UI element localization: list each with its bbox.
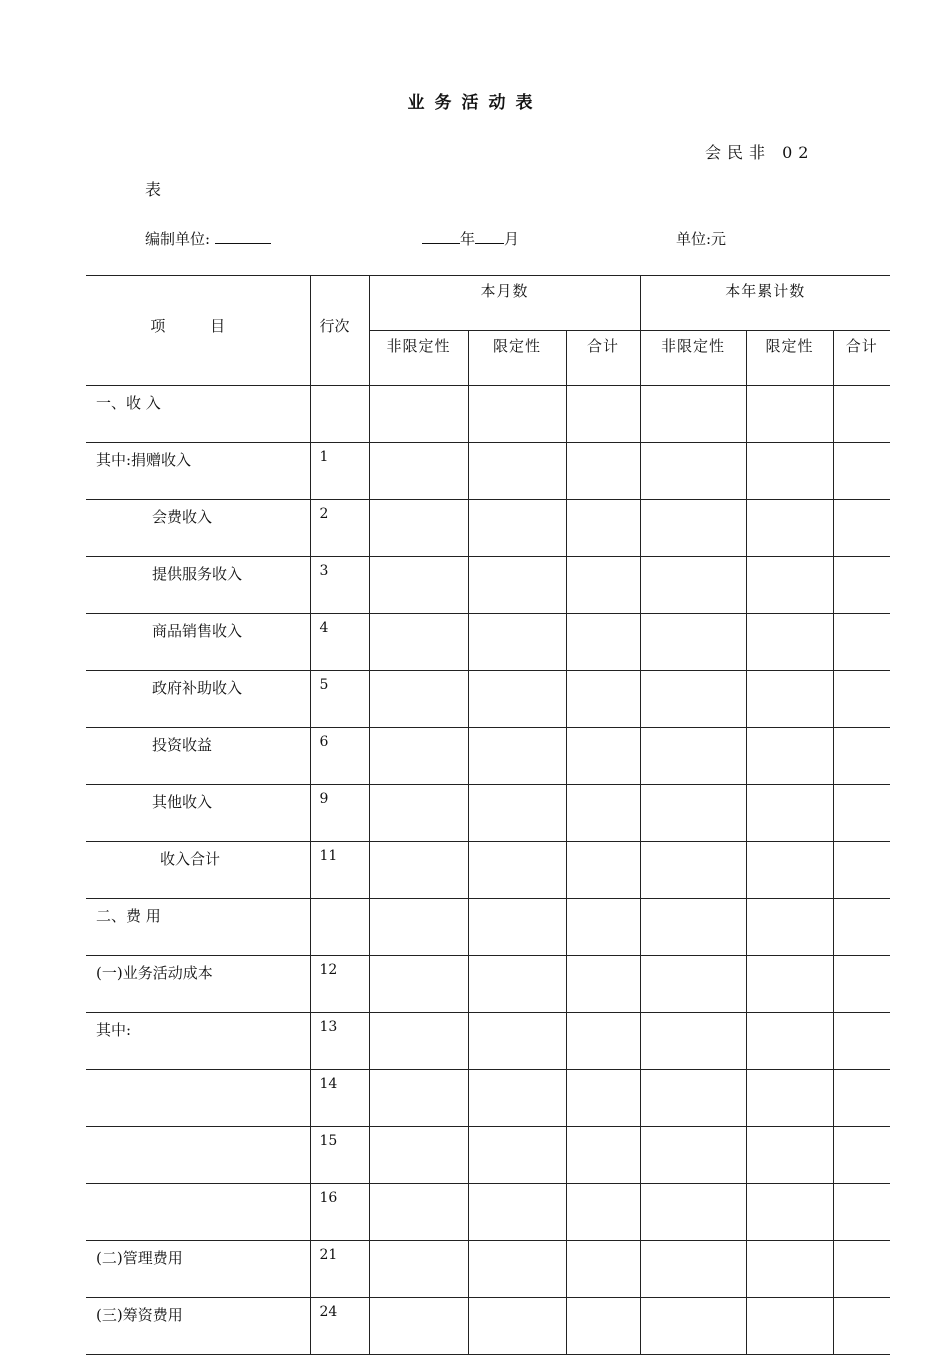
ytd-unrestricted-cell[interactable] (640, 728, 746, 785)
ytd-unrestricted-cell[interactable] (640, 899, 746, 956)
month-unrestricted-cell[interactable] (369, 1070, 468, 1127)
month-restricted-cell[interactable] (468, 557, 566, 614)
line-number-cell: 15 (310, 1127, 369, 1184)
line-number-cell: 14 (310, 1070, 369, 1127)
line-number-cell: 2 (310, 500, 369, 557)
month-restricted-cell[interactable] (468, 1241, 566, 1298)
month-total-cell[interactable] (566, 557, 640, 614)
table-row (86, 386, 890, 443)
item-cell: 提供服务收入 (86, 557, 310, 614)
table-row (86, 899, 890, 956)
line-number-cell (310, 386, 369, 443)
line-number-cell: 6 (310, 728, 369, 785)
ytd-total-cell[interactable] (833, 614, 890, 671)
line-number-cell: 1 (310, 443, 369, 500)
month-total-cell[interactable] (566, 728, 640, 785)
month-unrestricted-cell[interactable] (369, 557, 468, 614)
month-total-cell[interactable] (566, 1070, 640, 1127)
ytd-unrestricted-cell[interactable] (640, 1184, 746, 1241)
month-restricted-cell[interactable] (468, 500, 566, 557)
ytd-total-cell[interactable] (833, 1013, 890, 1070)
ytd-total-cell[interactable] (833, 728, 890, 785)
ytd-total-cell[interactable] (833, 842, 890, 899)
month-restricted-cell[interactable] (468, 386, 566, 443)
month-label: 月 (504, 230, 520, 248)
ytd-unrestricted-cell[interactable] (640, 443, 746, 500)
line-number-cell: 5 (310, 671, 369, 728)
month-total-cell[interactable] (566, 671, 640, 728)
ytd-restricted-cell[interactable] (746, 386, 833, 443)
ytd-unrestricted-cell[interactable] (640, 785, 746, 842)
month-unrestricted-cell[interactable] (369, 1184, 468, 1241)
month-restricted-cell[interactable] (468, 899, 566, 956)
month-unrestricted-cell[interactable] (369, 1013, 468, 1070)
line-number-cell: 12 (310, 956, 369, 1013)
ytd-unrestricted-cell[interactable] (640, 386, 746, 443)
ytd-unrestricted-cell[interactable] (640, 1241, 746, 1298)
line-number-cell: 13 (310, 1013, 369, 1070)
month-unrestricted-cell[interactable] (369, 956, 468, 1013)
ytd-restricted-cell[interactable] (746, 1298, 833, 1355)
month-unrestricted-cell[interactable] (369, 1298, 468, 1355)
ytd-total-cell[interactable] (833, 785, 890, 842)
ytd-restricted-cell[interactable] (746, 1013, 833, 1070)
ytd-total-cell[interactable] (833, 1070, 890, 1127)
item-cell: 其中: (86, 1013, 310, 1070)
table-row (86, 1298, 890, 1355)
month-total-cell[interactable] (566, 1127, 640, 1184)
header-ytd-unrestricted: 非限定性 (640, 331, 746, 386)
report-title: 业务活动表 (407, 93, 543, 113)
month-restricted-cell[interactable] (468, 443, 566, 500)
month-unrestricted-cell[interactable] (369, 443, 468, 500)
header-current-month: 本月数 (369, 276, 640, 331)
table-row (86, 557, 890, 614)
table-row (86, 785, 890, 842)
header-ytd-restricted: 限定性 (746, 331, 833, 386)
month-total-cell[interactable] (566, 614, 640, 671)
item-cell: 投资收益 (86, 728, 310, 785)
date-field (422, 228, 519, 249)
ytd-total-cell[interactable] (833, 1184, 890, 1241)
month-restricted-cell[interactable] (468, 1070, 566, 1127)
item-cell: 收入合计 (86, 842, 310, 899)
item-cell: (一)业务活动成本 (86, 956, 310, 1013)
month-unrestricted-cell[interactable] (369, 899, 468, 956)
month-restricted-cell[interactable] (468, 1298, 566, 1355)
month-total-cell[interactable] (566, 1013, 640, 1070)
ytd-total-cell[interactable] (833, 500, 890, 557)
table-row (86, 956, 890, 1013)
month-total-cell[interactable] (566, 956, 640, 1013)
item-cell: 政府补助收入 (86, 671, 310, 728)
ytd-restricted-cell[interactable] (746, 899, 833, 956)
month-total-cell[interactable] (566, 1184, 640, 1241)
ytd-restricted-cell[interactable] (746, 1241, 833, 1298)
table-row (86, 1241, 890, 1298)
ytd-total-cell[interactable] (833, 443, 890, 500)
month-unrestricted-cell[interactable] (369, 500, 468, 557)
ytd-restricted-cell[interactable] (746, 614, 833, 671)
line-number-cell (310, 899, 369, 956)
item-cell (86, 1127, 310, 1184)
ytd-restricted-cell[interactable] (746, 728, 833, 785)
ytd-restricted-cell[interactable] (746, 1070, 833, 1127)
table-row (86, 1070, 890, 1127)
form-code: 会民非 02 (705, 143, 815, 162)
header-month-restricted: 限定性 (468, 331, 566, 386)
line-number-cell: 11 (310, 842, 369, 899)
header-month-total: 合计 (566, 331, 640, 386)
line-number-cell: 9 (310, 785, 369, 842)
org-label: 编制单位: (145, 230, 211, 248)
ytd-unrestricted-cell[interactable] (640, 1298, 746, 1355)
table-row (86, 1184, 890, 1241)
org-field (145, 228, 271, 249)
line-number-cell: 4 (310, 614, 369, 671)
year-label: 年 (460, 230, 476, 248)
month-blank[interactable] (475, 229, 504, 244)
month-unrestricted-cell[interactable] (369, 614, 468, 671)
ytd-restricted-cell[interactable] (746, 443, 833, 500)
year-blank[interactable] (422, 229, 460, 244)
ytd-total-cell[interactable] (833, 899, 890, 956)
form-code-continuation: 表 (145, 180, 162, 199)
item-cell (86, 1070, 310, 1127)
ytd-unrestricted-cell[interactable] (640, 1070, 746, 1127)
ytd-unrestricted-cell[interactable] (640, 671, 746, 728)
line-number-cell: 24 (310, 1298, 369, 1355)
ytd-total-cell[interactable] (833, 1241, 890, 1298)
month-total-cell[interactable] (566, 500, 640, 557)
month-total-cell[interactable] (566, 785, 640, 842)
ytd-unrestricted-cell[interactable] (640, 842, 746, 899)
ytd-unrestricted-cell[interactable] (640, 557, 746, 614)
ytd-unrestricted-cell[interactable] (640, 500, 746, 557)
month-total-cell[interactable] (566, 842, 640, 899)
month-unrestricted-cell[interactable] (369, 728, 468, 785)
month-restricted-cell[interactable] (468, 614, 566, 671)
org-blank[interactable] (215, 229, 271, 244)
ytd-total-cell[interactable] (833, 956, 890, 1013)
month-unrestricted-cell[interactable] (369, 671, 468, 728)
ytd-unrestricted-cell[interactable] (640, 956, 746, 1013)
item-cell: (三)筹资费用 (86, 1298, 310, 1355)
item-cell: (二)管理费用 (86, 1241, 310, 1298)
line-number-cell: 21 (310, 1241, 369, 1298)
item-cell: 商品销售收入 (86, 614, 310, 671)
ytd-restricted-cell[interactable] (746, 1184, 833, 1241)
ytd-restricted-cell[interactable] (746, 500, 833, 557)
month-total-cell[interactable] (566, 899, 640, 956)
month-restricted-cell[interactable] (468, 1127, 566, 1184)
month-total-cell[interactable] (566, 1241, 640, 1298)
ytd-restricted-cell[interactable] (746, 956, 833, 1013)
table-row (86, 671, 890, 728)
table-row (86, 842, 890, 899)
ytd-restricted-cell[interactable] (746, 557, 833, 614)
ytd-total-cell[interactable] (833, 1127, 890, 1184)
month-restricted-cell[interactable] (468, 842, 566, 899)
ytd-unrestricted-cell[interactable] (640, 1127, 746, 1184)
month-unrestricted-cell[interactable] (369, 1241, 468, 1298)
table-row (86, 1013, 890, 1070)
month-total-cell[interactable] (566, 1298, 640, 1355)
line-number-cell: 16 (310, 1184, 369, 1241)
ytd-restricted-cell[interactable] (746, 842, 833, 899)
item-cell: 二、费 用 (86, 899, 310, 956)
ytd-restricted-cell[interactable] (746, 1127, 833, 1184)
ytd-total-cell[interactable] (833, 386, 890, 443)
header-item: 项 目 (86, 276, 310, 386)
ytd-restricted-cell[interactable] (746, 671, 833, 728)
item-cell: 其他收入 (86, 785, 310, 842)
month-restricted-cell[interactable] (468, 728, 566, 785)
table-row (86, 1127, 890, 1184)
month-restricted-cell[interactable] (468, 671, 566, 728)
header-year-to-date: 本年累计数 (640, 276, 890, 331)
month-unrestricted-cell[interactable] (369, 1127, 468, 1184)
ytd-restricted-cell[interactable] (746, 785, 833, 842)
ytd-total-cell[interactable] (833, 1298, 890, 1355)
month-total-cell[interactable] (566, 386, 640, 443)
ytd-unrestricted-cell[interactable] (640, 614, 746, 671)
currency-unit: 单位:元 (676, 230, 727, 248)
month-restricted-cell[interactable] (468, 785, 566, 842)
month-restricted-cell[interactable] (468, 956, 566, 1013)
header-line-no: 行次 (310, 276, 369, 386)
table-row (86, 614, 890, 671)
table-row (86, 728, 890, 785)
table-body (86, 386, 890, 1355)
table-row (86, 443, 890, 500)
activity-table (86, 275, 890, 1355)
item-cell: 一、收 入 (86, 386, 310, 443)
month-restricted-cell[interactable] (468, 1184, 566, 1241)
month-unrestricted-cell[interactable] (369, 842, 468, 899)
header-ytd-total: 合计 (833, 331, 890, 386)
header-month-unrestricted: 非限定性 (369, 331, 468, 386)
item-cell (86, 1184, 310, 1241)
table-row (86, 500, 890, 557)
ytd-total-cell[interactable] (833, 671, 890, 728)
month-restricted-cell[interactable] (468, 1013, 566, 1070)
item-cell: 其中:捐赠收入 (86, 443, 310, 500)
month-total-cell[interactable] (566, 443, 640, 500)
ytd-unrestricted-cell[interactable] (640, 1013, 746, 1070)
line-number-cell: 3 (310, 557, 369, 614)
month-unrestricted-cell[interactable] (369, 386, 468, 443)
month-unrestricted-cell[interactable] (369, 785, 468, 842)
item-cell: 会费收入 (86, 500, 310, 557)
ytd-total-cell[interactable] (833, 557, 890, 614)
